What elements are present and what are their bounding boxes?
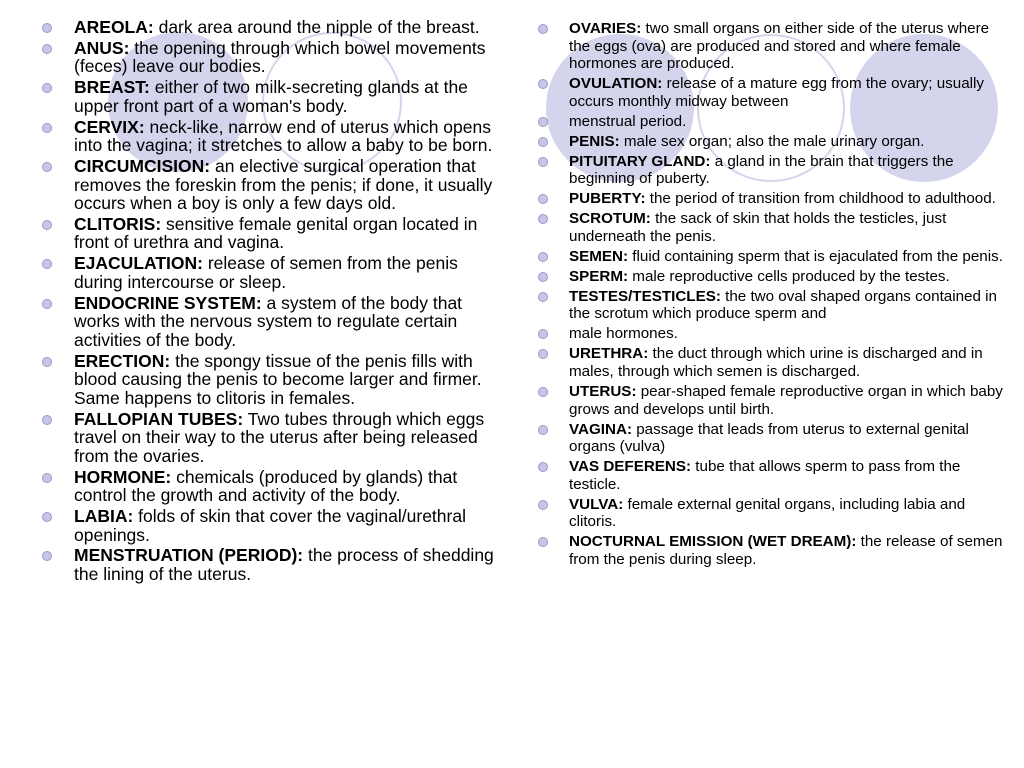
glossary-definition: release of semen from the penis during intercourse or sleep. xyxy=(74,253,458,292)
glossary-item xyxy=(569,345,1009,380)
glossary-term: HORMONE: xyxy=(74,466,172,487)
glossary-term: CLITORIS: xyxy=(74,213,162,234)
glossary-definition: menstrual period. xyxy=(569,112,687,130)
glossary-definition: the two oval shaped organs contained in the scrotum which produce sperm and xyxy=(569,287,997,323)
glossary-definition: neck-like, narrow end of uterus which opens into the vagina; it stretches to allow a baby to be born. xyxy=(74,116,493,156)
bullet-icon xyxy=(538,387,548,397)
bullet-icon xyxy=(538,462,548,472)
glossary-definition: the release of semen from the penis during sleep. xyxy=(569,533,1003,568)
glossary-term: BREAST: xyxy=(74,77,150,98)
glossary-item xyxy=(74,18,502,37)
bullet-icon xyxy=(538,157,548,167)
glossary-term: PITUITARY GLAND: xyxy=(569,152,711,170)
glossary-definition: release of a mature egg from the ovary; usually occurs monthly midway between xyxy=(569,75,985,110)
bullet-icon xyxy=(42,44,52,54)
glossary-item xyxy=(74,215,502,252)
glossary-item xyxy=(569,533,1009,568)
glossary-item xyxy=(74,410,502,466)
bullet-icon xyxy=(42,123,52,133)
bullet-icon xyxy=(538,425,548,435)
glossary-definition: sensitive female genital organ located in front of urethra and vagina. xyxy=(74,213,478,253)
glossary-term: NOCTURNAL EMISSION (WET DREAM): xyxy=(569,533,857,551)
glossary-term: MENSTRUATION (PERIOD): xyxy=(74,545,304,566)
glossary-definition: fluid containing sperm that is ejaculated from the penis. xyxy=(628,247,1003,265)
glossary-definition: the period of transition from childhood to adulthood. xyxy=(645,190,996,208)
glossary-column-right xyxy=(569,20,1009,571)
glossary-term: CERVIX: xyxy=(74,116,145,137)
glossary-term: AREOLA: xyxy=(74,17,154,37)
bullet-icon xyxy=(538,194,548,204)
glossary-item xyxy=(74,468,502,505)
glossary-item xyxy=(74,507,502,544)
glossary-definition: Two tubes through which eggs travel on their way to the uterus after being released from the ovaries. xyxy=(74,408,485,466)
glossary-definition: the process of shedding the lining of the uterus. xyxy=(74,545,494,584)
bullet-icon xyxy=(538,137,548,147)
glossary-term: PENIS: xyxy=(569,132,620,150)
bullet-icon xyxy=(42,551,52,561)
bullet-icon xyxy=(538,79,548,89)
glossary-column-left xyxy=(74,18,502,586)
glossary-item xyxy=(569,248,1009,266)
glossary-item xyxy=(74,546,502,583)
glossary-item xyxy=(569,268,1009,286)
glossary-definition: pear-shaped female reproductive organ in which baby grows and develops until birth. xyxy=(569,382,1003,418)
glossary-term: SEMEN: xyxy=(569,247,629,265)
bullet-icon xyxy=(42,473,52,483)
glossary-definition: an elective surgical operation that removes the foreskin from the penis; if done, it usually occurs when a boy is only a few days old. xyxy=(74,155,493,214)
glossary-list-left xyxy=(74,18,502,583)
bullet-icon xyxy=(42,299,52,309)
bullet-icon xyxy=(42,259,52,269)
bullet-icon xyxy=(538,252,548,262)
bullet-icon xyxy=(538,500,548,510)
glossary-item xyxy=(569,113,1009,131)
glossary-item xyxy=(74,39,502,76)
glossary-item xyxy=(569,190,1009,208)
glossary-term: SCROTUM: xyxy=(569,210,651,228)
glossary-term: TESTES/TESTICLES: xyxy=(569,287,721,305)
glossary-term: VAGINA: xyxy=(569,420,632,438)
glossary-definition: the opening through which bowel movements (feces) leave our bodies. xyxy=(74,37,486,77)
glossary-list-right xyxy=(569,20,1009,568)
glossary-definition: tube that allows sperm to pass from the testicle. xyxy=(569,458,961,493)
glossary-term: VULVA: xyxy=(569,495,624,513)
glossary-term: FALLOPIAN TUBES: xyxy=(74,408,244,429)
bullet-icon xyxy=(538,24,548,34)
glossary-item xyxy=(569,20,1009,73)
glossary-definition: folds of skin that cover the vaginal/urethral openings. xyxy=(74,505,466,545)
glossary-term: CIRCUMCISION: xyxy=(74,155,211,176)
bullet-icon xyxy=(42,83,52,93)
bullet-icon xyxy=(42,357,52,367)
glossary-term: UTERUS: xyxy=(569,382,637,400)
glossary-item xyxy=(569,153,1009,188)
glossary-definition: the duct through which urine is discharged and in males, through which semen is discharged. xyxy=(569,345,983,380)
glossary-term: LABIA: xyxy=(74,505,134,526)
glossary-item xyxy=(569,133,1009,151)
glossary-term: ERECTION: xyxy=(74,350,171,371)
bullet-icon xyxy=(538,272,548,282)
glossary-term: VAS DEFERENS: xyxy=(569,458,692,476)
glossary-definition: male reproductive cells produced by the testes. xyxy=(628,267,950,285)
glossary-definition: female external genital organs, including labia and clitoris. xyxy=(569,495,966,531)
glossary-term: URETHRA: xyxy=(569,345,649,363)
glossary-definition: male sex organ; also the male urinary organ. xyxy=(619,132,925,150)
glossary-definition: either of two milk-secreting glands at the upper front part of a woman's body. xyxy=(74,77,468,116)
glossary-item xyxy=(74,352,502,408)
glossary-definition: chemicals (produced by glands) that control the growth and activity of the body. xyxy=(74,466,458,506)
glossary-definition: passage that leads from uterus to external genital organs (vulva) xyxy=(569,420,969,456)
glossary-term: ENDOCRINE SYSTEM: xyxy=(74,292,262,313)
glossary-item xyxy=(74,294,502,350)
glossary-definition: dark area around the nipple of the breast. xyxy=(153,17,480,37)
glossary-item xyxy=(74,118,502,155)
bullet-icon xyxy=(538,214,548,224)
bullet-icon xyxy=(42,162,52,172)
bullet-icon xyxy=(538,292,548,302)
glossary-term: EJACULATION: xyxy=(74,253,203,274)
glossary-term: PUBERTY: xyxy=(569,190,646,208)
glossary-item xyxy=(74,78,502,115)
bullet-icon xyxy=(538,537,548,547)
glossary-definition: a system of the body that works with the nervous system to regulate certain activities of the body. xyxy=(74,292,463,350)
glossary-item xyxy=(569,288,1009,323)
glossary-definition: two small organs on either side of the uterus where the eggs (ova) are produced and stored and where female hormones are produced. xyxy=(569,20,990,73)
glossary-item xyxy=(74,254,502,291)
glossary-item xyxy=(569,458,1009,493)
bullet-icon xyxy=(42,512,52,522)
bullet-icon xyxy=(42,23,52,33)
bullet-icon xyxy=(538,349,548,359)
glossary-item xyxy=(569,496,1009,531)
glossary-term: OVARIES: xyxy=(569,20,642,37)
glossary-definition: a gland in the brain that triggers the beginning of puberty. xyxy=(569,152,954,188)
glossary-item xyxy=(569,421,1009,456)
glossary-definition: the sack of skin that holds the testicles, just underneath the penis. xyxy=(569,210,947,245)
glossary-item xyxy=(569,383,1009,418)
glossary-item xyxy=(569,325,1009,343)
bullet-icon xyxy=(538,329,548,339)
glossary-item xyxy=(569,210,1009,245)
glossary-term: SPERM: xyxy=(569,267,629,285)
glossary-term: OVULATION: xyxy=(569,75,663,93)
glossary-definition: the spongy tissue of the penis fills with blood causing the penis to become larger and firmer. Same happens to clitoris in females. xyxy=(74,350,482,408)
bullet-icon xyxy=(538,117,548,127)
glossary-item xyxy=(569,75,1009,110)
bullet-icon xyxy=(42,220,52,230)
bullet-icon xyxy=(42,415,52,425)
glossary-definition: male hormones. xyxy=(569,325,678,343)
glossary-term: ANUS: xyxy=(74,37,130,58)
glossary-item xyxy=(74,157,502,213)
